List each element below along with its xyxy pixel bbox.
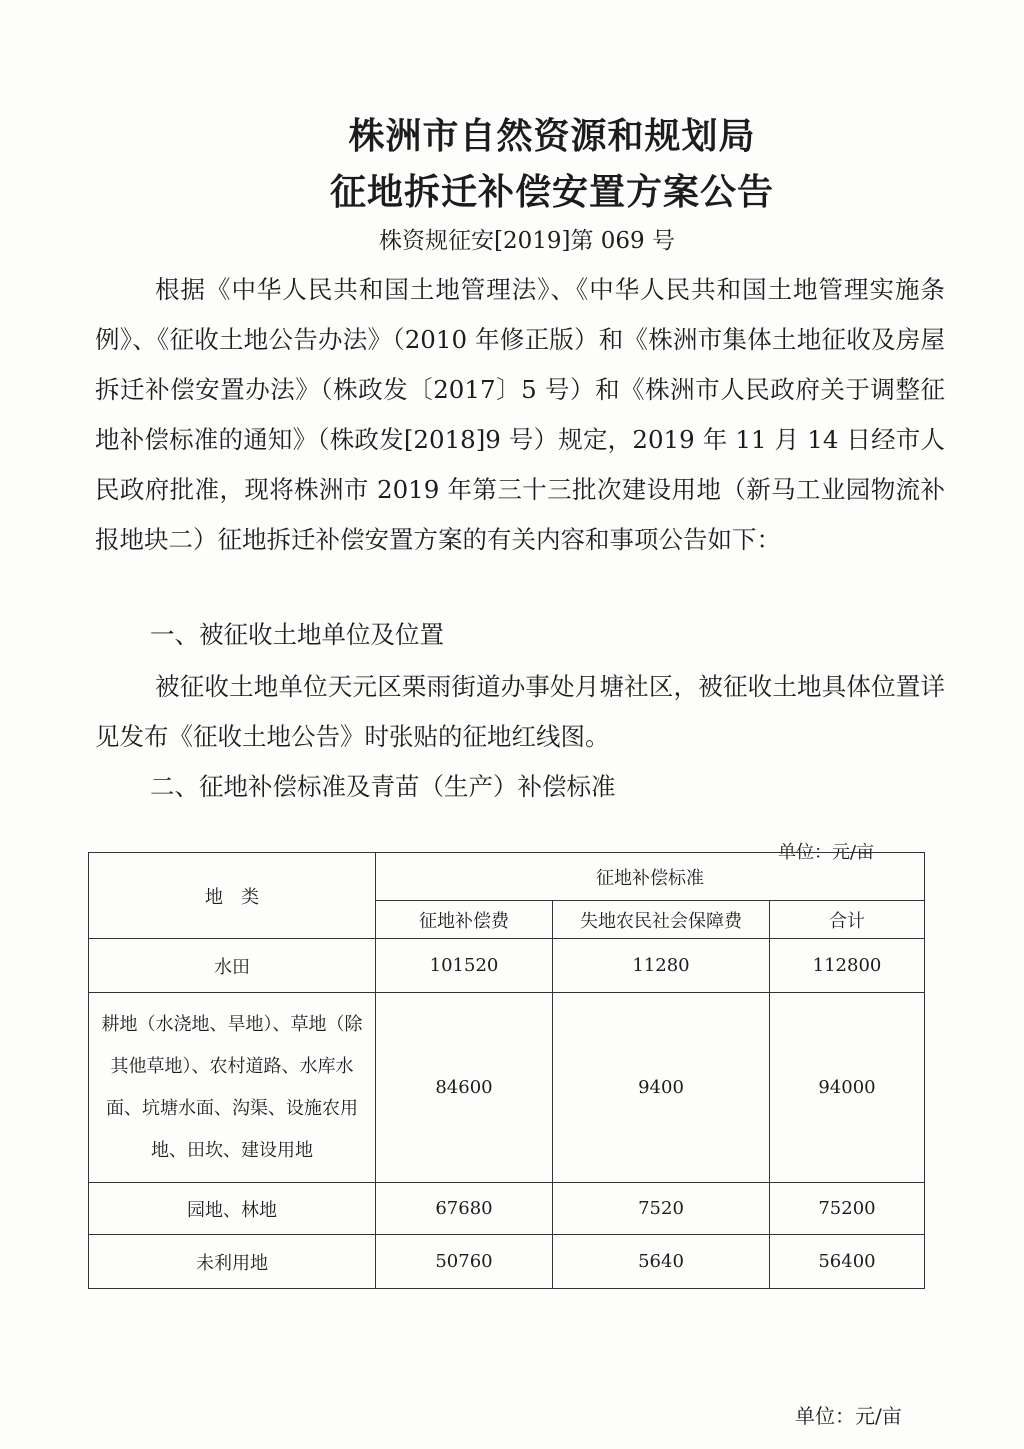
header-compensation-standard: 征地补偿标准 [376,853,925,901]
fee-cell: 50760 [376,1235,553,1289]
header-land-type: 地 类 [89,853,376,939]
header-social-security: 失地农民社会保障费 [553,901,770,939]
table-row [89,1235,925,1289]
table-header-row [89,853,925,901]
intro-paragraph: 根据《中华人民共和国土地管理法》、《中华人民共和国土地管理实施条例》、《征收土地公告办法》（2010 年修正版）和《株洲市集体土地征收及房屋拆迁补偿安置办法》（株政发〔2017〕5 号）和《株洲市人民政府关于调整征地补偿标准的通知》（株政发[2018]9 号）规定，2019 年 11 月 14 日经市人民政府批准，现将株洲市 2019 年第三十三批次建设用地（新马工业园物流补报地块二）征地拆迁补偿安置方案的有关内容和事项公告如下： [95,275,945,554]
table-row [89,1183,925,1235]
compensation-table [88,852,925,1289]
document-number: 株资规征安[2019]第 069 号 [378,228,675,254]
land-type-cell: 园地、林地 [89,1183,376,1235]
social-cell: 5640 [553,1235,770,1289]
table-row [89,939,925,993]
fee-cell: 67680 [376,1183,553,1235]
title-line-1: 株洲市自然资源和规划局 [348,115,756,157]
total-cell: 75200 [770,1183,925,1235]
table-unit-label: 单位：元/亩 [778,842,875,863]
land-type-cell: 未利用地 [89,1235,376,1289]
fee-cell: 101520 [376,939,553,993]
footer-unit-label: 单位：元/亩 [795,1404,902,1428]
section-2-heading: 二、征地补偿标准及青苗（生产）补偿标准 [150,772,616,801]
section-1-paragraph: 被征收土地单位天元区栗雨街道办事处月塘社区，被征收土地具体位置详见发布《征收土地公告》时张贴的征地红线图。 [95,672,945,751]
title-line-2: 征地拆迁补偿安置方案公告 [329,171,774,213]
total-cell: 112800 [770,939,925,993]
social-cell: 11280 [553,939,770,993]
section-1-heading: 一、被征收土地单位及位置 [150,620,444,649]
total-cell: 94000 [770,993,925,1183]
header-compensation-fee: 征地补偿费 [376,901,553,939]
land-type-cell: 水田 [89,939,376,993]
total-cell: 56400 [770,1235,925,1289]
social-cell: 7520 [553,1183,770,1235]
fee-cell: 84600 [376,993,553,1183]
table-row [89,993,925,1183]
social-cell: 9400 [553,993,770,1183]
land-type-cell: 耕地（水浇地、旱地）、草地（除其他草地）、农村道路、水库水面、坑塘水面、沟渠、设施农用地、田坎、建设用地 [89,993,376,1183]
header-total: 合计 [770,901,925,939]
